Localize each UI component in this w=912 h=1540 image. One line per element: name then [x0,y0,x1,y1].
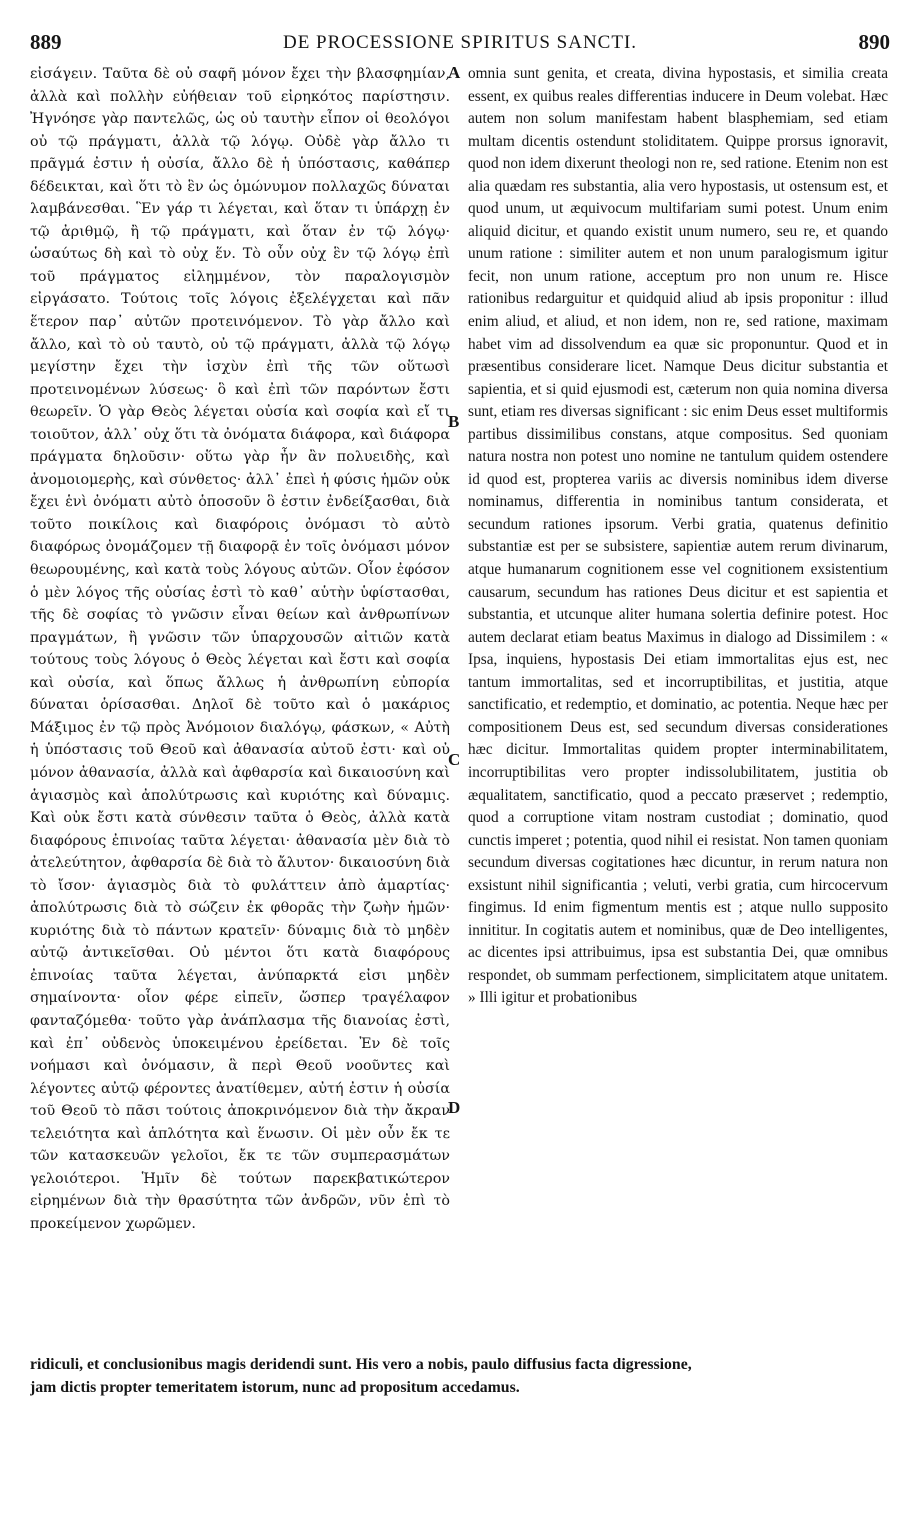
full-width-latin-continuation [30,1353,890,1399]
latin-paragraph: omnia sunt genita, et creata, divina hypostasis, et similia creata essent, ex quibus reales differentias inducere in Deum volebat. Hæc autem non solum manifestam habent blasphemiam, sed etiam multam dicentis ostendunt stoliditatem. Quippe prorsus ignoravit, quod non idem dixerunt theologi non re, sed ratione. Etenim non est alia quædam res substantia, alia vero hypostasis, ut ostensum est, et quod unum, ut æquivocum multifariam sumi potest. Unum enim aliquid dicitur, et quando existit unum numero, seu re, et quando unum ratione : similiter autem et non unum paralogismum igitur fecit, non unum ratione, acceptum pro non unum re. Hisce rationibus redarguitur et quidquid aliud ab ipsis proponitur : illud enim aliud, et aliud, et non idem, non re, sed ratione, maximam habet vim ad dissolvendum ea quæ sic proponuntur. Quod et in præsentibus considerare licet. Namque Deus dicitur substantia et sapientia, et si quid ejusmodi est, cæterum non quia nomina diversa sunt, etiam res diversas significant : sic enim Deus esset multiformis partibus dissimilibus constans, atque compositus. Sed quoniam natura nostra non potest uno nomine ne tantulum quidem ostendere id quod est, propterea variis ac diversis nominibus idem diverse nominamus, differentia in nominibus tantum considerata, et secundum rationes ipsorum. Verbi gratia, quatenus definitio substantiæ est per se subsistere, sapientiæ autem rerum divinarum, atque humanarum cognitionem esse vel cognitionem exsistentium causarum, secundum has rationes Deus dicitur et est sapientia et substantia, et utcunque aliter humana solertia definire potest. Hoc autem declarat etiam beatus Maximus in dialogo ad Dissimilem : « Ipsa, inquiens, hypostasis Dei etiam immortalitas ejus est, nec tantum immortalitas, sed et incorruptibilitas, et justitia, atque sanctificatio, et redemptio, et dominatio, ac potentia. Neque hæc per compositionem Deus est, sed secundum diversas considerationes hæc dicitur. Immortalitas quidem propter interminabilitatem, incorruptibilitas vero propter indissolubilitatem, justitia ob æqualitatem, sanctificatio, quod a peccato præservet ; redemptio, quod a corruptione vitam nostram custodiat ; dominatio, quod cunctis imperet ; potentia, quod nihil ei resistat. Non tamen quoniam secundum diversas cogitationes hæc dicuntur, in rerum natura non exsistunt nihil significantia ; veluti, verbi gratia, cum hircocervum fingimus. Id enim figmentum mentis est ; atque nullo supposito innititur. In cogitatis autem et nominibus, quæ de Deo intelligentes, ac dicentes ipsi attribuimus, ipsa est substantia Dei, quæ omnibus respondet, ob summam perfectionem, simplicitatem atque unitatem. » Illi igitur et probationibus [468,65,888,1007]
section-marker-a: A [448,63,461,82]
section-marker-d: D [448,1098,461,1117]
greek-column [30,63,450,1235]
greek-paragraph: εἰσάγειν. Ταῦτα δὲ οὐ σαφῆ μόνον ἔχει τὴν βλασφημίαν, ἀλλὰ καὶ πολλὴν εὐήθειαν τοῦ εἰρηκότος παρίστησιν. Ἠγνόησε γὰρ παντελῶς, ὡς οὐ ταυτὴν εἶπον οἱ θεολόγοι οὐ τῷ πράγματι, ἀλλὰ τῷ λόγῳ. Οὐδὲ γὰρ ἄλλο τι πρᾶγμά ἐστιν ἡ οὐσία, ἄλλο δὲ ἡ ὑπόστασις, καθάπερ δέδεικται, καὶ ὅτι τὸ ἓν ὡς ὁμώνυμον πολλαχῶς δύναται λαμβάνεσθαι. Ἓν γάρ τι λέγεται, καὶ ὅταν τι ὑπάρχῃ ἐν τῷ ἀριθμῷ, ἢ τῷ πράγματι, καὶ ὅταν ἐν τῷ λόγῳ· ὡσαύτως δὴ καὶ τὸ οὐχ ἕν. Τὸ οὖν οὐχ ἓν τῷ λόγῳ ἐπὶ τοῦ πράγματος εἰλημμένον, τὸν παραλογισμὸν εἰργάσατο. Τούτοις τοῖς λόγοις ἐξελέγχεται καὶ πᾶν ἕτερον παρ᾽ αὐτῶν προτεινόμενον. Τὸ γὰρ ἄλλο καὶ ἄλλο, καὶ τὸ οὐ ταυτὸ, οὐ τῷ πράγματι, ἀλλὰ τῷ λόγῳ μεγίστην ἔχει τὴν ἰσχὺν ἐπὶ τῆς τῶν οὕτωσὶ προτεινομένων λύσεως· ὃ καὶ ἐπὶ τῶν παρόντων ἔστι θεωρεῖν. Ὁ γὰρ Θεὸς λέγεται οὐσία καὶ σοφία καὶ εἴ τι τοιοῦτον, ἀλλ᾽ οὐχ ὅτι τὰ ὀνόματα διάφορα, καὶ διάφορα πράγματα δηλοῦσιν· οὕτω γὰρ ἦν ἂν πολυειδὴς, καὶ ἀνομοιομερὴς, καὶ σύνθετος· ἀλλ᾽ ἐπεὶ ἡ φύσις ἡμῶν οὐκ ἔχει ἑνὶ ὀνόματι αὐτὸ ὁποσοῦν ὃ ἐστιν ἐνδείξασθαι, διὰ τοῦτο ποικίλοις καὶ διαφόροις ὀνόμασι τὸ αὐτὸ διαφόρως ὀνομάζομεν τῇ διαφορᾷ ἐν τοῖς ὀνόμασι μόνον θεωρουμένης, καὶ κατὰ τοὺς λόγους αὐτῶν. Οἷον ἐφόσον ὁ μὲν λόγος τῆς οὐσίας ἐστὶ τὸ καθ᾽ αὑτὴν ὑφίστασθαι, τῆς δὲ σοφίας τὸ γνῶσιν εἶναι θείων καὶ ἀνθρωπίνων πραγμάτων, ἢ γνῶσιν τῶν ὑπαρχουσῶν αἰτιῶν κατὰ τούτους τοὺς λόγους ὁ Θεὸς λέγεται καὶ ἔστι καὶ σοφία καὶ οὐσία, καὶ ὅπως ἄλλως ἡ ἀνθρωπίνη εὐπορία δύναται ὁρίσασθαι. Δηλοῖ δὲ τοῦτο καὶ ὁ μακάριος Μάξιμος ἐν τῷ πρὸς Ἀνόμοιον διαλόγῳ, φάσκων, « Αὐτὴ ἡ ὑπόστασις τοῦ Θεοῦ καὶ ἀθανασία αὐτοῦ ἐστι· καὶ οὐ μόνον ἀθανασία, ἀλλὰ καὶ ἀφθαρσία καὶ δικαιοσύνη καὶ ἁγιασμὸς καὶ ἀπολύτρωσις καὶ κυριότης καὶ δύναμις. Καὶ οὐκ ἔστι κατὰ σύνθεσιν ταῦτα ὁ Θεὸς, ἀλλὰ κατὰ διαφόρους ἐπινοίας ταῦτα λέγεται· ἀθανασία μὲν διὰ τὸ ἀτελεύτητον, ἀφθαρσία δὲ διὰ τὸ ἄλυτον· δικαιοσύνη διὰ τὸ ἴσον· ἁγιασμὸς διὰ τὸ φυλάττειν ἀπὸ ἁμαρτίας· ἀπολύτρωσις διὰ τὸ σώζειν ἐκ φθορᾶς τὴν ζωὴν ἡμῶν· κυριότης διὰ τὸ πάντων κρατεῖν· δύναμις διὰ τὸ μηδὲν αὐτῷ ἀντικεῖσθαι. Οὐ μέντοι ὅτι κατὰ διαφόρους ἐπινοίας ταῦτα λέγεται, ἀνύπαρκτά εἰσι μηδὲν σημαίνοντα· οἷον φέρε εἰπεῖν, ὥσπερ τραγέλαφον φανταζόμεθα· τοῦτο γὰρ ἀνάπλασμα τῆς διανοίας ἐστὶ, καὶ ἐπ᾽ οὐδενὸς ὑποκειμένου ἐρείδεται. Ἐν δὲ τοῖς νοήμασι καὶ ὀνόμασιν, ἃ περὶ Θεοῦ νοοῦντες καὶ λέγοντες αὐτῷ φέροντες ἀνατίθεμεν, αὐτή ἐστιν ἡ οὐσία τοῦ Θεοῦ τὸ πᾶσι τούτοις ἀποκρινόμενον διὰ τὴν ἄκραν τελειότητα καὶ ἁπλότητα καὶ ἕνωσιν. Οἱ μὲν οὖν ἔκ τε τῶν κατασκευῶν γελοῖοι, ἔκ τε τῶν συμπερασμάτων γελοιότεροι. Ἡμῖν δὲ τούτων παρεκβατικώτερον εἰρημένων διὰ τὴν θρασύτητα τῶν ἀνδρῶν, νῦν ἐπὶ τὸ προκείμενον χωρῶμεν. [30,66,450,1232]
running-title: DE PROCESSIONE SPIRITUS SANCTI. [282,32,638,53]
section-marker-c: C [448,750,461,769]
latin-column [468,63,888,1010]
section-marker-b: B [448,412,460,431]
continuation-line-1: ridiculi, et conclusionibus magis deridendi sunt. His vero a nobis, paulo diffusius facta digressione, [30,1356,692,1373]
page-header [30,30,890,62]
page-number-right: 890 [858,30,890,54]
continuation-line-2: jam dictis propter temeritatem istorum, nunc ad propositum accedamus. [30,1379,520,1396]
page-number-left: 889 [30,30,62,54]
